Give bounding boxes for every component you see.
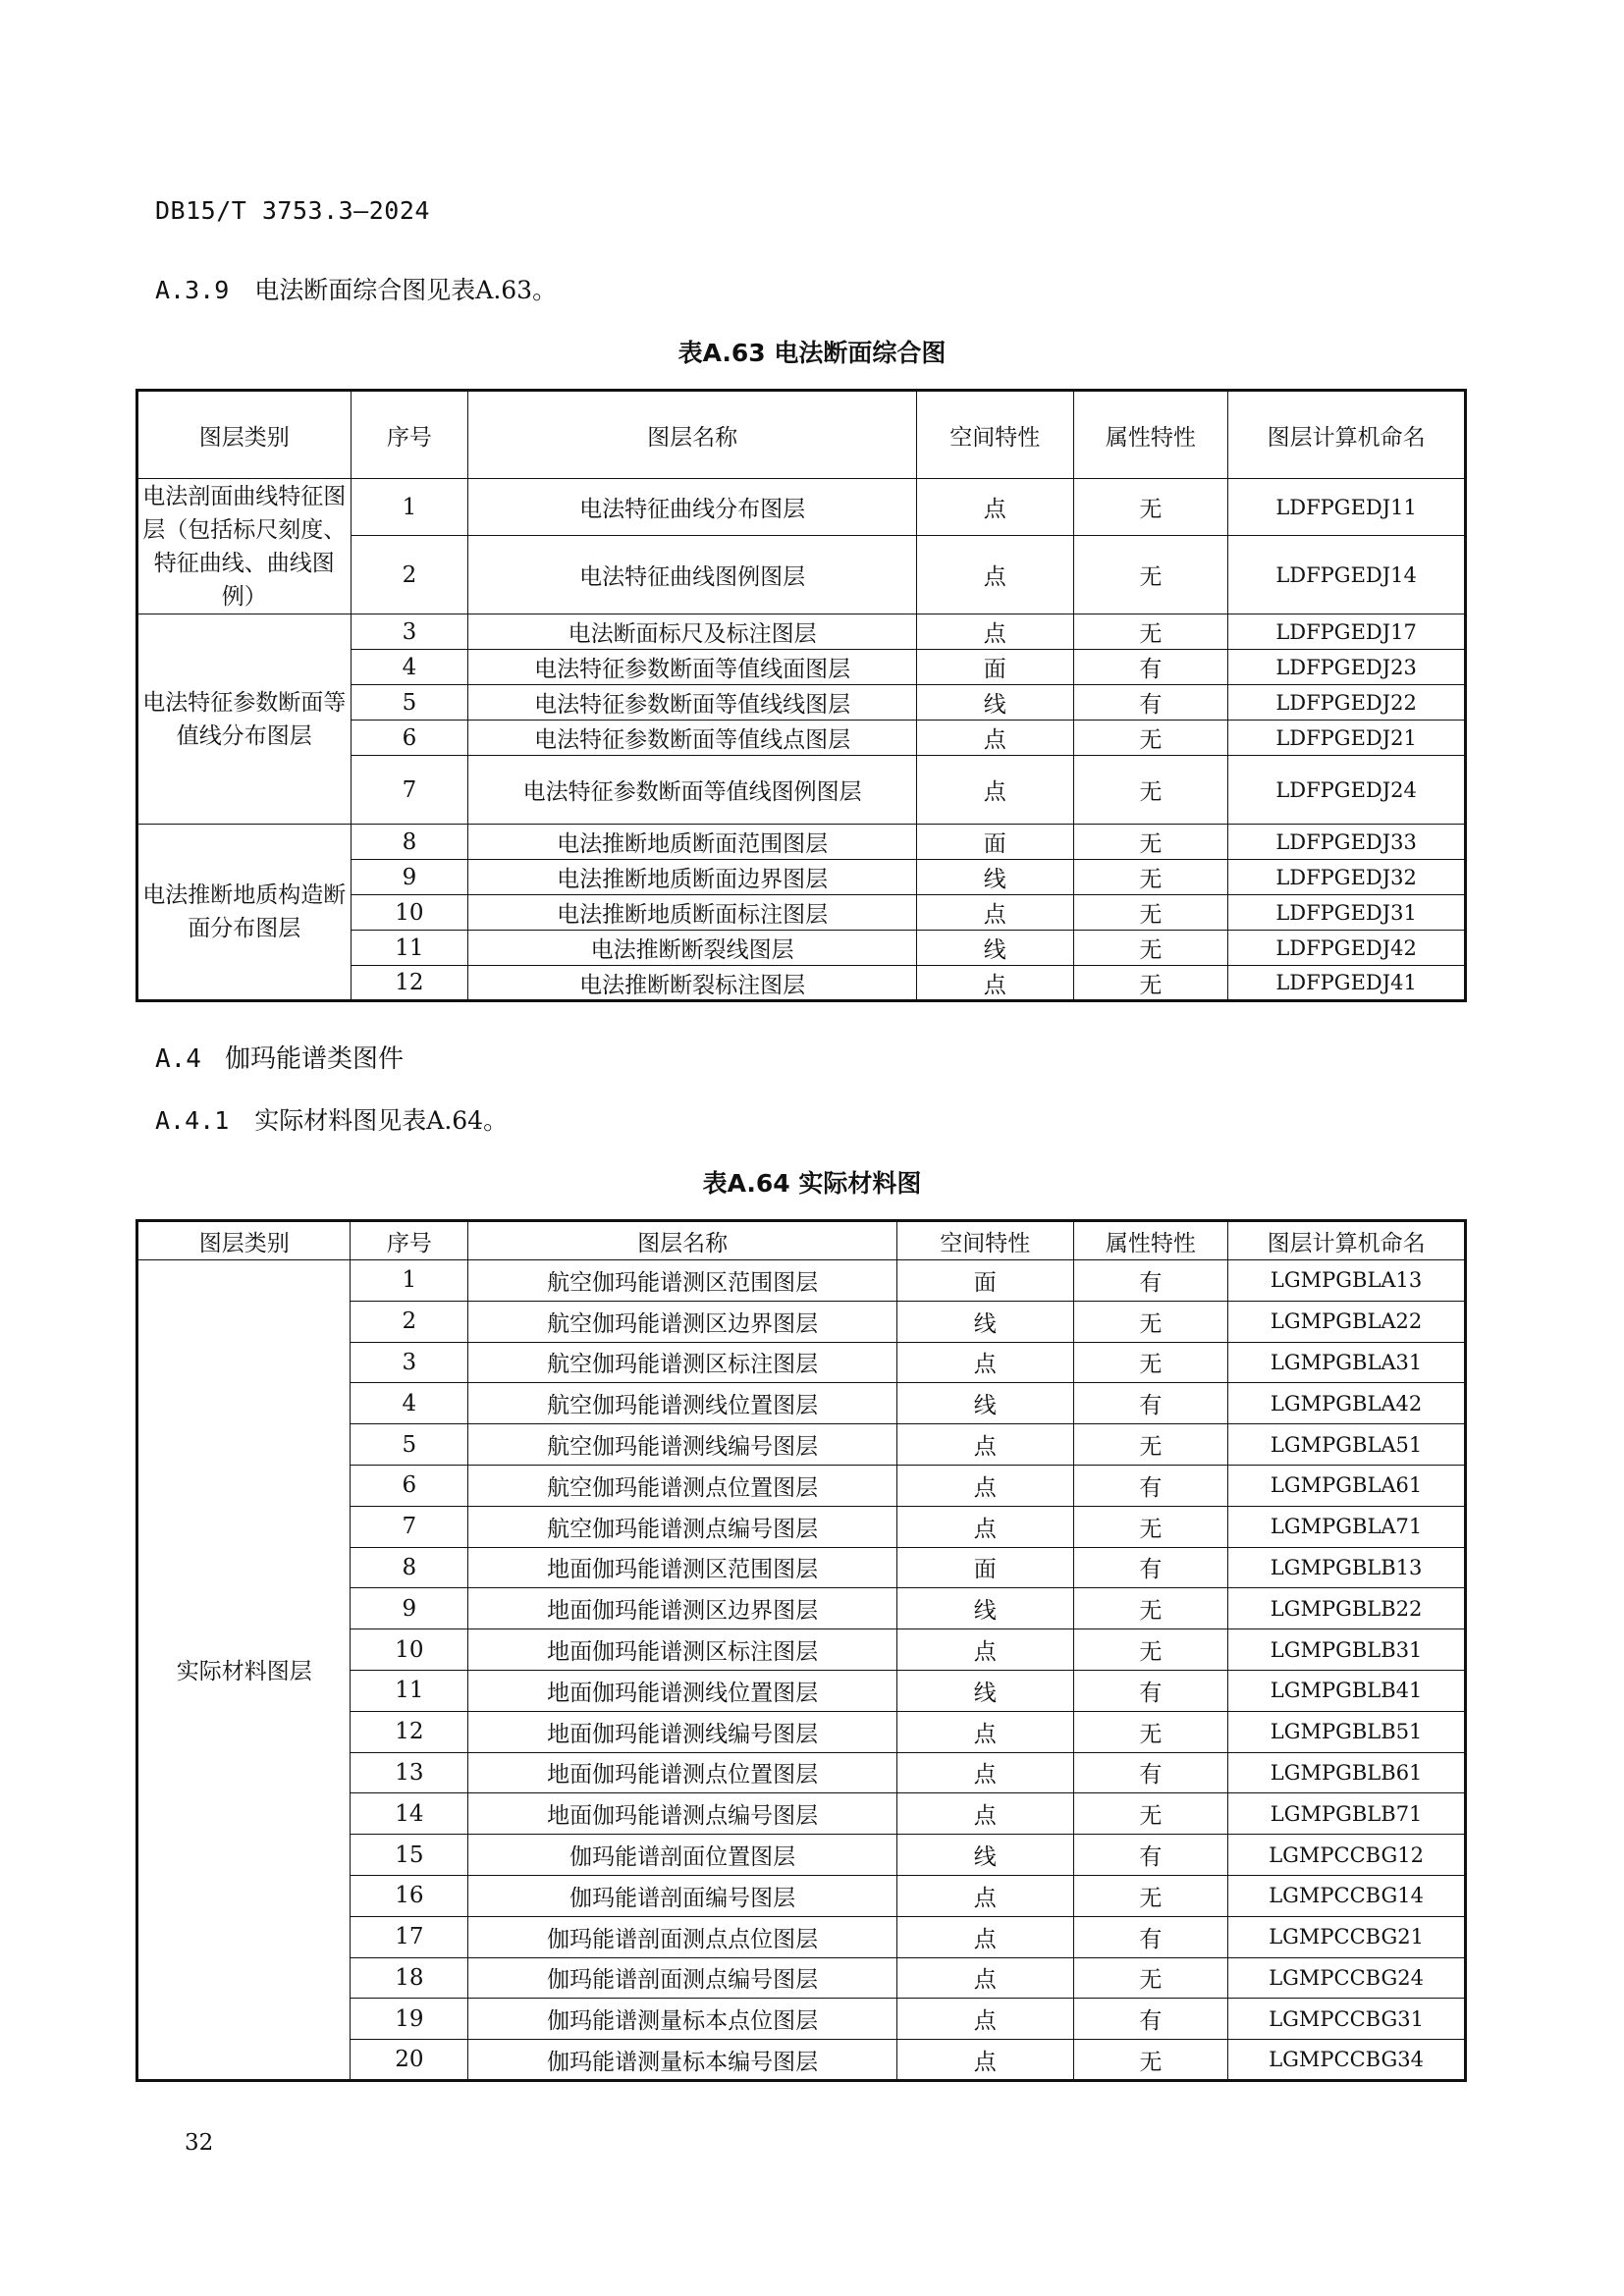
computer-name-cell: LGMPGBLB51 [1228,1711,1466,1752]
seq-cell: 15 [351,1835,468,1876]
table-header-row [137,391,1466,479]
category-cell: 电法特征参数断面等值线分布图层 [137,614,352,825]
attribute-cell: 有 [1073,1260,1228,1302]
computer-name-cell: LGMPGBLA71 [1228,1506,1466,1547]
section-title: 伽玛能谱类图件 [224,1044,404,1074]
seq-cell: 9 [351,1588,468,1629]
seq-cell: 17 [351,1916,468,1957]
spatial-cell: 点 [897,1342,1074,1383]
layer-name-cell: 航空伽玛能谱测线编号图层 [468,1424,897,1466]
spatial-cell: 点 [897,1875,1074,1916]
computer-name-cell: LGMPGBLB13 [1228,1547,1466,1588]
category-cell: 实际材料图层 [137,1260,351,2081]
attribute-cell: 有 [1073,1752,1228,1793]
spatial-cell: 点 [897,1916,1074,1957]
seq-cell: 8 [351,1547,468,1588]
spatial-cell: 点 [897,1711,1074,1752]
computer-name-cell: LGMPGBLA51 [1228,1424,1466,1466]
attribute-cell: 有 [1073,1999,1228,2040]
attribute-cell: 有 [1073,1835,1228,1876]
header-seq: 序号 [351,391,468,479]
attribute-cell: 有 [1073,650,1228,685]
seq-cell: 6 [351,1465,468,1506]
attribute-cell: 无 [1073,1301,1228,1342]
layer-name-cell: 航空伽玛能谱测区范围图层 [468,1260,897,1302]
spatial-cell: 点 [917,721,1074,756]
computer-name-cell: LDFPGEDJ11 [1228,479,1466,536]
attribute-cell: 无 [1073,1875,1228,1916]
seq-cell: 10 [351,1629,468,1671]
spatial-cell: 面 [897,1547,1074,1588]
seq-cell: 3 [351,1342,468,1383]
header-computer-name: 图层计算机命名 [1228,391,1466,479]
attribute-cell: 无 [1073,1506,1228,1547]
spatial-cell: 点 [897,1424,1074,1466]
spatial-cell: 点 [917,479,1074,536]
layer-name-cell: 电法特征曲线分布图层 [468,479,917,536]
spatial-cell: 线 [897,1670,1074,1711]
seq-cell: 3 [351,614,468,650]
attribute-cell: 无 [1073,1424,1228,1466]
seq-cell: 8 [351,825,468,860]
layer-name-cell: 航空伽玛能谱测区标注图层 [468,1342,897,1383]
computer-name-cell: LDFPGEDJ24 [1228,756,1466,825]
spatial-cell: 线 [897,1301,1074,1342]
clause-number: A.4.1 [155,1106,230,1135]
layer-name-cell: 地面伽玛能谱测线位置图层 [468,1670,897,1711]
layer-name-cell: 电法推断地质断面范围图层 [468,825,917,860]
seq-cell: 12 [351,966,468,1001]
spatial-cell: 点 [897,1629,1074,1671]
seq-cell: 16 [351,1875,468,1916]
computer-name-cell: LGMPGBLA61 [1228,1465,1466,1506]
layer-name-cell: 伽玛能谱剖面测点点位图层 [468,1916,897,1957]
clause-a-4-1 [155,1101,508,1137]
attribute-cell: 有 [1073,1383,1228,1424]
layer-name-cell: 伽玛能谱测量标本点位图层 [468,1999,897,2040]
layer-name-cell: 伽玛能谱剖面位置图层 [468,1835,897,1876]
seq-cell: 4 [351,1383,468,1424]
attribute-cell: 无 [1073,1629,1228,1671]
spatial-cell: 点 [897,1752,1074,1793]
seq-cell: 12 [351,1711,468,1752]
computer-name-cell: LGMPGBLB61 [1228,1752,1466,1793]
spatial-cell: 线 [917,931,1074,966]
layer-name-cell: 电法断面标尺及标注图层 [468,614,917,650]
attribute-cell: 无 [1073,1342,1228,1383]
computer-name-cell: LGMPGBLB71 [1228,1793,1466,1835]
computer-name-cell: LGMPGBLA31 [1228,1342,1466,1383]
spatial-cell: 面 [897,1260,1074,1302]
seq-cell: 19 [351,1999,468,2040]
layer-name-cell: 电法特征参数断面等值线线图层 [468,685,917,721]
section-a-4-heading [155,1039,404,1075]
seq-cell: 11 [351,1670,468,1711]
category-cell: 电法剖面曲线特征图层（包括标尺刻度、特征曲线、曲线图例） [137,479,352,614]
category-cell: 电法推断地质构造断面分布图层 [137,825,352,1001]
header-layer-name: 图层名称 [468,1221,897,1260]
layer-name-cell: 航空伽玛能谱测线位置图层 [468,1383,897,1424]
spatial-cell: 线 [917,860,1074,895]
layer-name-cell: 地面伽玛能谱测区边界图层 [468,1588,897,1629]
spatial-cell: 点 [917,895,1074,931]
attribute-cell: 无 [1073,825,1228,860]
computer-name-cell: LDFPGEDJ41 [1228,966,1466,1001]
attribute-cell: 有 [1073,685,1228,721]
layer-name-cell: 伽玛能谱剖面测点编号图层 [468,1957,897,1999]
seq-cell: 7 [351,1506,468,1547]
header-category: 图层类别 [137,391,352,479]
seq-cell: 6 [351,721,468,756]
clause-text: 电法断面综合图见表A.63。 [254,276,558,304]
header-category: 图层类别 [137,1221,351,1260]
computer-name-cell: LDFPGEDJ22 [1228,685,1466,721]
attribute-cell: 无 [1073,479,1228,536]
computer-name-cell: LGMPCCBG24 [1228,1957,1466,1999]
layer-name-cell: 电法特征参数断面等值线图例图层 [468,756,917,825]
attribute-cell: 无 [1073,536,1228,614]
table-row [137,1260,1466,1302]
spatial-cell: 线 [897,1383,1074,1424]
layer-name-cell: 地面伽玛能谱测区范围图层 [468,1547,897,1588]
computer-name-cell: LGMPGBLA42 [1228,1383,1466,1424]
layer-name-cell: 地面伽玛能谱测点编号图层 [468,1793,897,1835]
computer-name-cell: LDFPGEDJ33 [1228,825,1466,860]
layer-name-cell: 电法推断地质断面边界图层 [468,860,917,895]
seq-cell: 2 [351,536,468,614]
table-a63-caption: 表A.63 电法断面综合图 [677,339,947,367]
page-number: 32 [185,2130,214,2156]
section-number: A.4 [155,1044,201,1074]
attribute-cell: 有 [1073,1916,1228,1957]
header-computer-name: 图层计算机命名 [1228,1221,1466,1260]
table-header-row [137,1221,1466,1260]
attribute-cell: 有 [1073,1465,1228,1506]
clause-number: A.3.9 [155,276,230,304]
seq-cell: 10 [351,895,468,931]
seq-cell: 14 [351,1793,468,1835]
computer-name-cell: LGMPGBLB41 [1228,1670,1466,1711]
computer-name-cell: LDFPGEDJ17 [1228,614,1466,650]
spatial-cell: 点 [917,614,1074,650]
layer-name-cell: 电法特征曲线图例图层 [468,536,917,614]
seq-cell: 2 [351,1301,468,1342]
computer-name-cell: LGMPGBLB22 [1228,1588,1466,1629]
computer-name-cell: LDFPGEDJ21 [1228,721,1466,756]
computer-name-cell: LGMPGBLA22 [1228,1301,1466,1342]
attribute-cell: 无 [1073,1793,1228,1835]
clause-text: 实际材料图见表A.64。 [254,1106,509,1135]
layer-name-cell: 航空伽玛能谱测点位置图层 [468,1465,897,1506]
computer-name-cell: LDFPGEDJ31 [1228,895,1466,931]
attribute-cell: 无 [1073,614,1228,650]
header-spatial: 空间特性 [897,1221,1074,1260]
attribute-cell: 无 [1073,931,1228,966]
attribute-cell: 无 [1073,2040,1228,2081]
computer-name-cell: LGMPGBLA13 [1228,1260,1466,1302]
spatial-cell: 点 [897,1957,1074,1999]
spatial-cell: 点 [917,966,1074,1001]
seq-cell: 5 [351,1424,468,1466]
layer-name-cell: 伽玛能谱剖面编号图层 [468,1875,897,1916]
attribute-cell: 无 [1073,860,1228,895]
attribute-cell: 有 [1073,1547,1228,1588]
layer-name-cell: 地面伽玛能谱测点位置图层 [468,1752,897,1793]
seq-cell: 4 [351,650,468,685]
computer-name-cell: LDFPGEDJ23 [1228,650,1466,685]
header-spatial: 空间特性 [917,391,1074,479]
seq-cell: 13 [351,1752,468,1793]
layer-name-cell: 电法推断断裂线图层 [468,931,917,966]
computer-name-cell: LDFPGEDJ32 [1228,860,1466,895]
attribute-cell: 无 [1073,966,1228,1001]
header-seq: 序号 [351,1221,468,1260]
attribute-cell: 无 [1073,1711,1228,1752]
layer-name-cell: 电法特征参数断面等值线面图层 [468,650,917,685]
clause-a-3-9 [155,271,557,306]
header-layer-name: 图层名称 [468,391,917,479]
header-attribute: 属性特性 [1073,391,1228,479]
layer-name-cell: 电法推断地质断面标注图层 [468,895,917,931]
table-row [137,614,1466,650]
seq-cell: 20 [351,2040,468,2081]
spatial-cell: 点 [917,756,1074,825]
layer-name-cell: 伽玛能谱测量标本编号图层 [468,2040,897,2081]
layer-name-cell: 航空伽玛能谱测点编号图层 [468,1506,897,1547]
spatial-cell: 线 [917,685,1074,721]
spatial-cell: 点 [897,1999,1074,2040]
computer-name-cell: LGMPCCBG31 [1228,1999,1466,2040]
layer-name-cell: 地面伽玛能谱测区标注图层 [468,1629,897,1671]
spatial-cell: 面 [917,825,1074,860]
seq-cell: 18 [351,1957,468,1999]
header-attribute: 属性特性 [1073,1221,1228,1260]
computer-name-cell: LGMPGBLB31 [1228,1629,1466,1671]
seq-cell: 11 [351,931,468,966]
attribute-cell: 无 [1073,1957,1228,1999]
layer-name-cell: 航空伽玛能谱测区边界图层 [468,1301,897,1342]
spatial-cell: 点 [897,1506,1074,1547]
spatial-cell: 面 [917,650,1074,685]
table-row [137,479,1466,536]
spatial-cell: 点 [897,2040,1074,2081]
spatial-cell: 点 [917,536,1074,614]
layer-name-cell: 地面伽玛能谱测线编号图层 [468,1711,897,1752]
spatial-cell: 线 [897,1835,1074,1876]
seq-cell: 1 [351,1260,468,1302]
layer-name-cell: 电法特征参数断面等值线点图层 [468,721,917,756]
layer-name-cell: 电法推断断裂标注图层 [468,966,917,1001]
table-a64-caption: 表A.64 实际材料图 [702,1169,922,1198]
computer-name-cell: LDFPGEDJ14 [1228,536,1466,614]
computer-name-cell: LGMPCCBG12 [1228,1835,1466,1876]
spatial-cell: 点 [897,1793,1074,1835]
seq-cell: 5 [351,685,468,721]
attribute-cell: 无 [1073,721,1228,756]
seq-cell: 7 [351,756,468,825]
table-a64 [135,1219,1467,2082]
attribute-cell: 无 [1073,1588,1228,1629]
seq-cell: 9 [351,860,468,895]
table-row [137,825,1466,860]
seq-cell: 1 [351,479,468,536]
spatial-cell: 点 [897,1465,1074,1506]
computer-name-cell: LDFPGEDJ42 [1228,931,1466,966]
computer-name-cell: LGMPCCBG14 [1228,1875,1466,1916]
spatial-cell: 线 [897,1588,1074,1629]
computer-name-cell: LGMPCCBG21 [1228,1916,1466,1957]
computer-name-cell: LGMPCCBG34 [1228,2040,1466,2081]
attribute-cell: 无 [1073,895,1228,931]
attribute-cell: 有 [1073,1670,1228,1711]
table-a63 [135,389,1467,1002]
attribute-cell: 无 [1073,756,1228,825]
document-code-header: DB15/T 3753.3—2024 [155,196,430,225]
